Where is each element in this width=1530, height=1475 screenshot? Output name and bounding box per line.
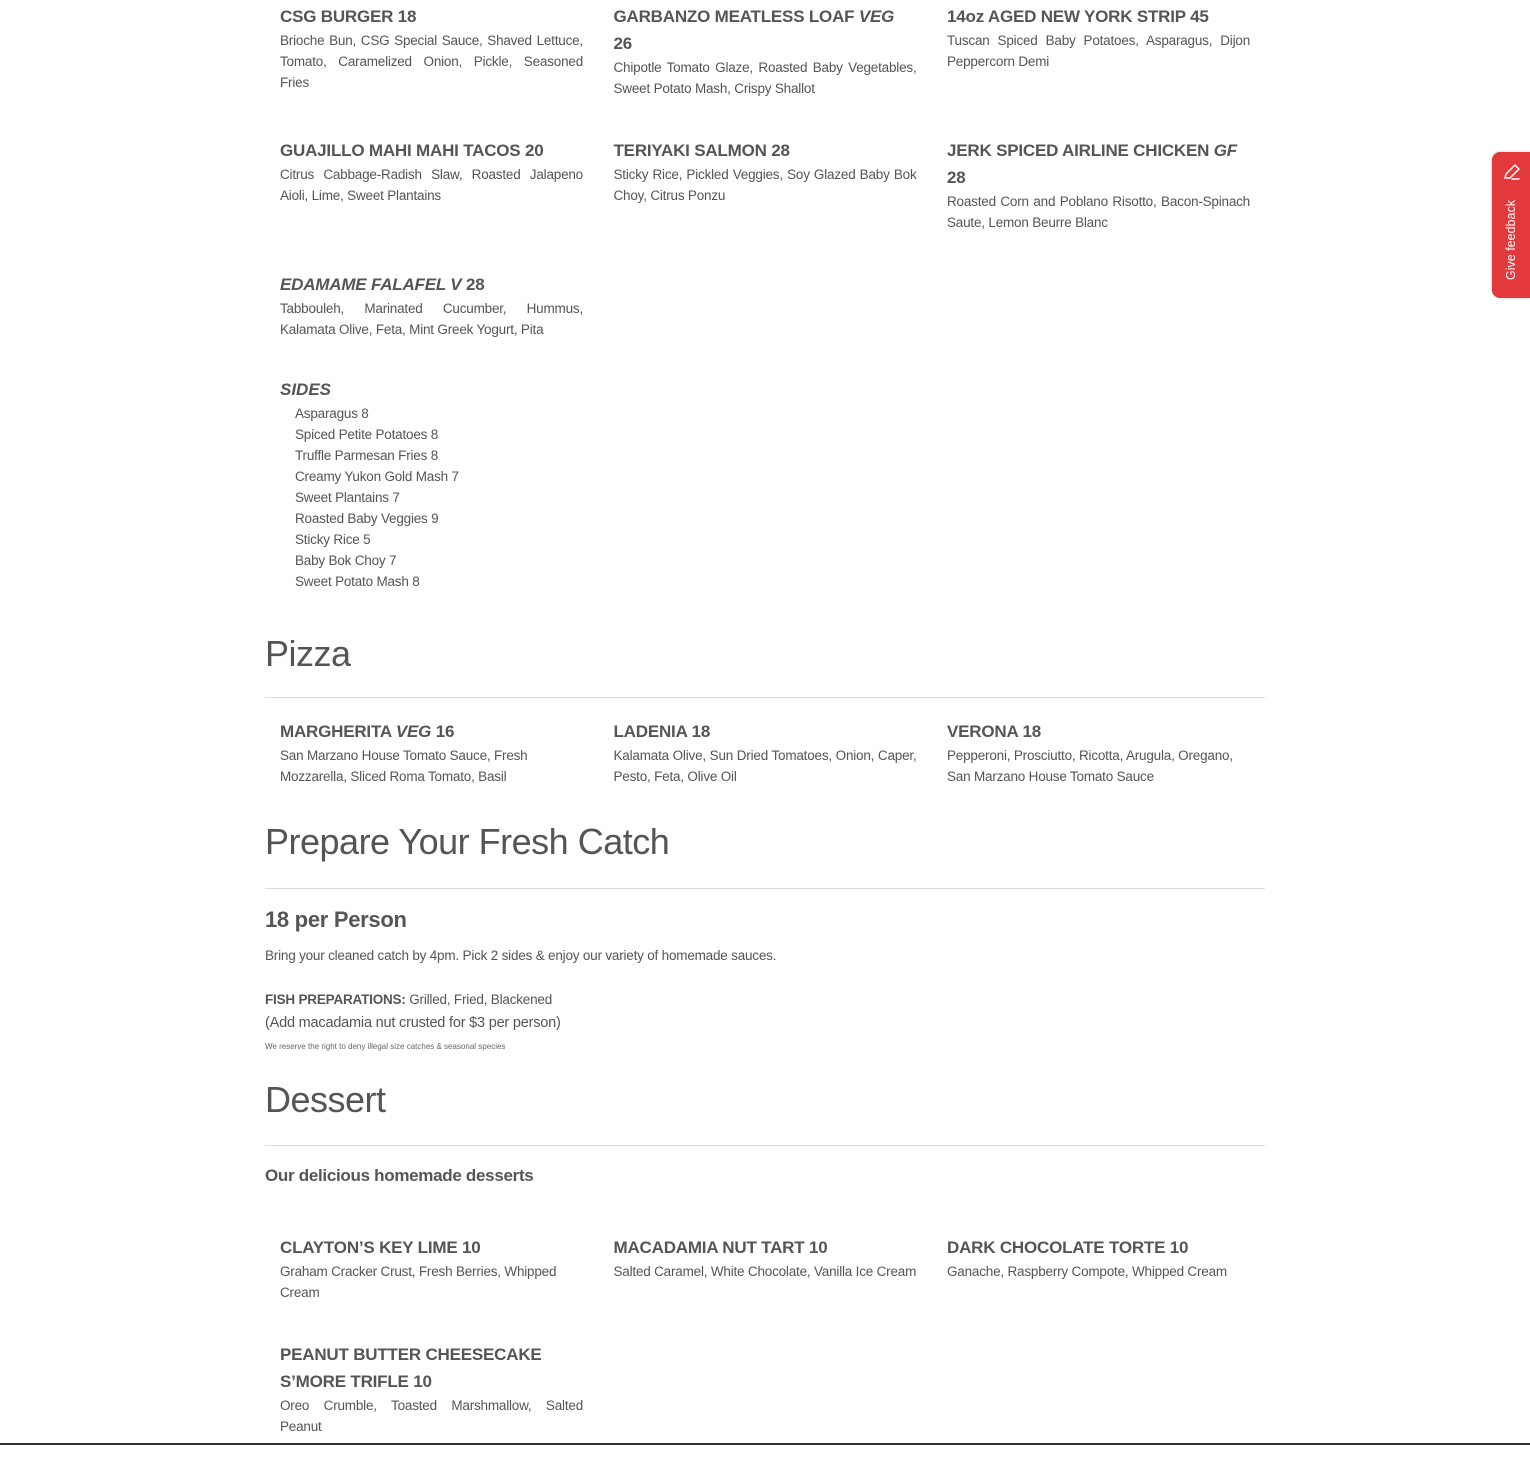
menu-item	[947, 718, 1250, 787]
disclaimer: We reserve the right to deny illegal size catches & seasonal species	[265, 1042, 506, 1051]
menu-item	[280, 271, 583, 340]
mains-grid	[265, 3, 1265, 630]
pizza-section	[265, 633, 1265, 825]
price-per-person: 18 per Person	[265, 907, 407, 932]
item-name: GARBANZO MEATLESS LOAF	[613, 7, 855, 26]
menu-item	[614, 137, 917, 233]
feedback-label: Give feedback	[1504, 200, 1518, 280]
divider	[265, 697, 1265, 698]
menu-item	[614, 3, 917, 99]
item-description: Roasted Corn and Poblano Risotto, Bacon-Spinach Saute, Lemon Beurre Blanc	[947, 194, 1250, 230]
item-name: VERONA	[947, 722, 1018, 741]
item-name: DARK CHOCOLATE TORTE	[947, 1238, 1166, 1257]
item-price: 28	[771, 141, 790, 160]
pizza-grid	[265, 718, 1265, 825]
item-name: JERK SPICED AIRLINE CHICKEN	[947, 141, 1210, 160]
item-price: 10	[1169, 1238, 1189, 1257]
item-price: 18	[691, 722, 711, 741]
item-description: Tuscan Spiced Baby Potatoes, Asparagus, Dijon Peppercorn Demi	[947, 33, 1250, 69]
item-description: Brioche Bun, CSG Special Sauce, Shaved Lettuce, Tomato, Caramelized Onion, Pickle, Seasoned Fries	[280, 33, 583, 90]
prep-values: Grilled, Fried, Blackened	[409, 992, 553, 1007]
item-description: Citrus Cabbage-Radish Slaw, Roasted Jalapeno Aioli, Lime, Sweet Plantains	[280, 167, 583, 203]
item-description: Kalamata Olive, Sun Dried Tomatoes, Onion, Caper, Pesto, Feta, Olive Oil	[613, 748, 917, 784]
list-item: Sticky Rice 5	[295, 532, 371, 547]
section-title: Pizza	[265, 633, 351, 674]
menu-item	[947, 3, 1250, 99]
item-tag: GF	[1213, 141, 1237, 160]
dessert-grid	[265, 1234, 1265, 1475]
list-item: Truffle Parmesan Fries 8	[295, 448, 439, 463]
item-price: 18	[397, 7, 417, 26]
item-name: 14oz AGED NEW YORK STRIP	[947, 7, 1186, 26]
item-price: 26	[613, 34, 633, 53]
item-description: Sticky Rice, Pickled Veggies, Soy Glazed Baby Bok Choy, Citrus Ponzu	[613, 167, 917, 203]
item-description: Pepperoni, Prosciutto, Ricotta, Arugula, Oregano, San Marzano House Tomato Sauce	[947, 748, 1233, 784]
item-price: 45	[1190, 7, 1209, 26]
item-price: 28	[947, 168, 966, 187]
fish-preparations	[265, 989, 1265, 1010]
item-name: EDAMAME FALAFEL V	[280, 275, 462, 294]
menu-page	[265, 0, 1265, 1475]
divider	[265, 1145, 1265, 1146]
item-name: MARGHERITA	[280, 722, 392, 741]
prep-label: FISH PREPARATIONS:	[265, 992, 406, 1007]
list-item: Sweet Potato Mash 8	[295, 574, 420, 589]
item-description: Salted Caramel, White Chocolate, Vanilla Ice Cream	[613, 1264, 917, 1279]
menu-item	[280, 137, 583, 233]
item-description: Chipotle Tomato Glaze, Roasted Baby Vegetables, Sweet Potato Mash, Crispy Shallot	[613, 60, 917, 96]
item-price: 18	[1022, 722, 1041, 741]
item-name: GUAJILLO MAHI MAHI TACOS	[280, 141, 521, 160]
catch-intro: Bring your cleaned catch by 4pm. Pick 2 sides & enjoy our variety of homemade sauces.	[265, 948, 777, 963]
item-description: Ganache, Raspberry Compote, Whipped Cream	[947, 1264, 1227, 1279]
item-description: Tabbouleh, Marinated Cucumber, Hummus, Kalamata Olive, Feta, Mint Greek Yogurt, Pita	[280, 301, 583, 337]
menu-item	[280, 3, 583, 99]
item-price: 10	[413, 1372, 432, 1391]
item-price: 20	[524, 141, 544, 160]
menu-item	[280, 1234, 583, 1303]
menu-item	[614, 1234, 917, 1303]
list-item: Sweet Plantains 7	[295, 490, 400, 505]
menu-item	[280, 1341, 583, 1437]
menu-item	[947, 1234, 1250, 1303]
item-description: San Marzano House Tomato Sauce, Fresh Mozzarella, Sliced Roma Tomato, Basil	[280, 748, 528, 784]
pencil-icon	[1502, 162, 1522, 182]
list-item: Creamy Yukon Gold Mash 7	[295, 469, 459, 484]
dessert-section	[265, 1079, 1265, 1475]
list-item: Baby Bok Choy 7	[295, 553, 397, 568]
item-tag: VEG	[395, 722, 432, 741]
item-name: MACADAMIA NUT TART	[613, 1238, 805, 1257]
item-name: PEANUT BUTTER CHEESECAKE S’MORE TRIFLE	[280, 1345, 542, 1391]
item-name: LADENIA	[613, 722, 688, 741]
divider	[265, 888, 1265, 889]
item-name: CSG BURGER	[280, 7, 394, 26]
give-feedback-button[interactable]	[1492, 152, 1530, 298]
section-title: Dessert	[265, 1079, 386, 1120]
list-item: Spiced Petite Potatoes 8	[295, 427, 439, 442]
list-item: Asparagus 8	[295, 406, 369, 421]
item-price: 28	[465, 275, 485, 294]
dessert-subtitle: Our delicious homemade desserts	[265, 1166, 534, 1185]
sides-list	[280, 403, 583, 592]
item-description: Oreo Crumble, Toasted Marshmallow, Salted Peanut	[280, 1398, 583, 1434]
item-name: TERIYAKI SALMON	[613, 141, 767, 160]
menu-item	[280, 718, 583, 787]
sides-block	[280, 376, 583, 592]
item-tag: VEG	[858, 7, 895, 26]
fresh-catch-section	[265, 821, 1265, 1051]
item-description: Graham Cracker Crust, Fresh Berries, Whipped Cream	[280, 1264, 557, 1300]
item-price: 10	[462, 1238, 481, 1257]
item-name: CLAYTON’S KEY LIME	[280, 1238, 458, 1257]
section-title: Prepare Your Fresh Catch	[265, 821, 670, 862]
item-price: 10	[808, 1238, 828, 1257]
menu-item	[947, 137, 1250, 233]
menu-item	[614, 718, 917, 787]
item-price: 16	[435, 722, 455, 741]
addon-note: (Add macadamia nut crusted for $3 per person)	[265, 1015, 561, 1031]
list-item: Roasted Baby Veggies 9	[295, 511, 439, 526]
sides-title: SIDES	[280, 380, 332, 399]
